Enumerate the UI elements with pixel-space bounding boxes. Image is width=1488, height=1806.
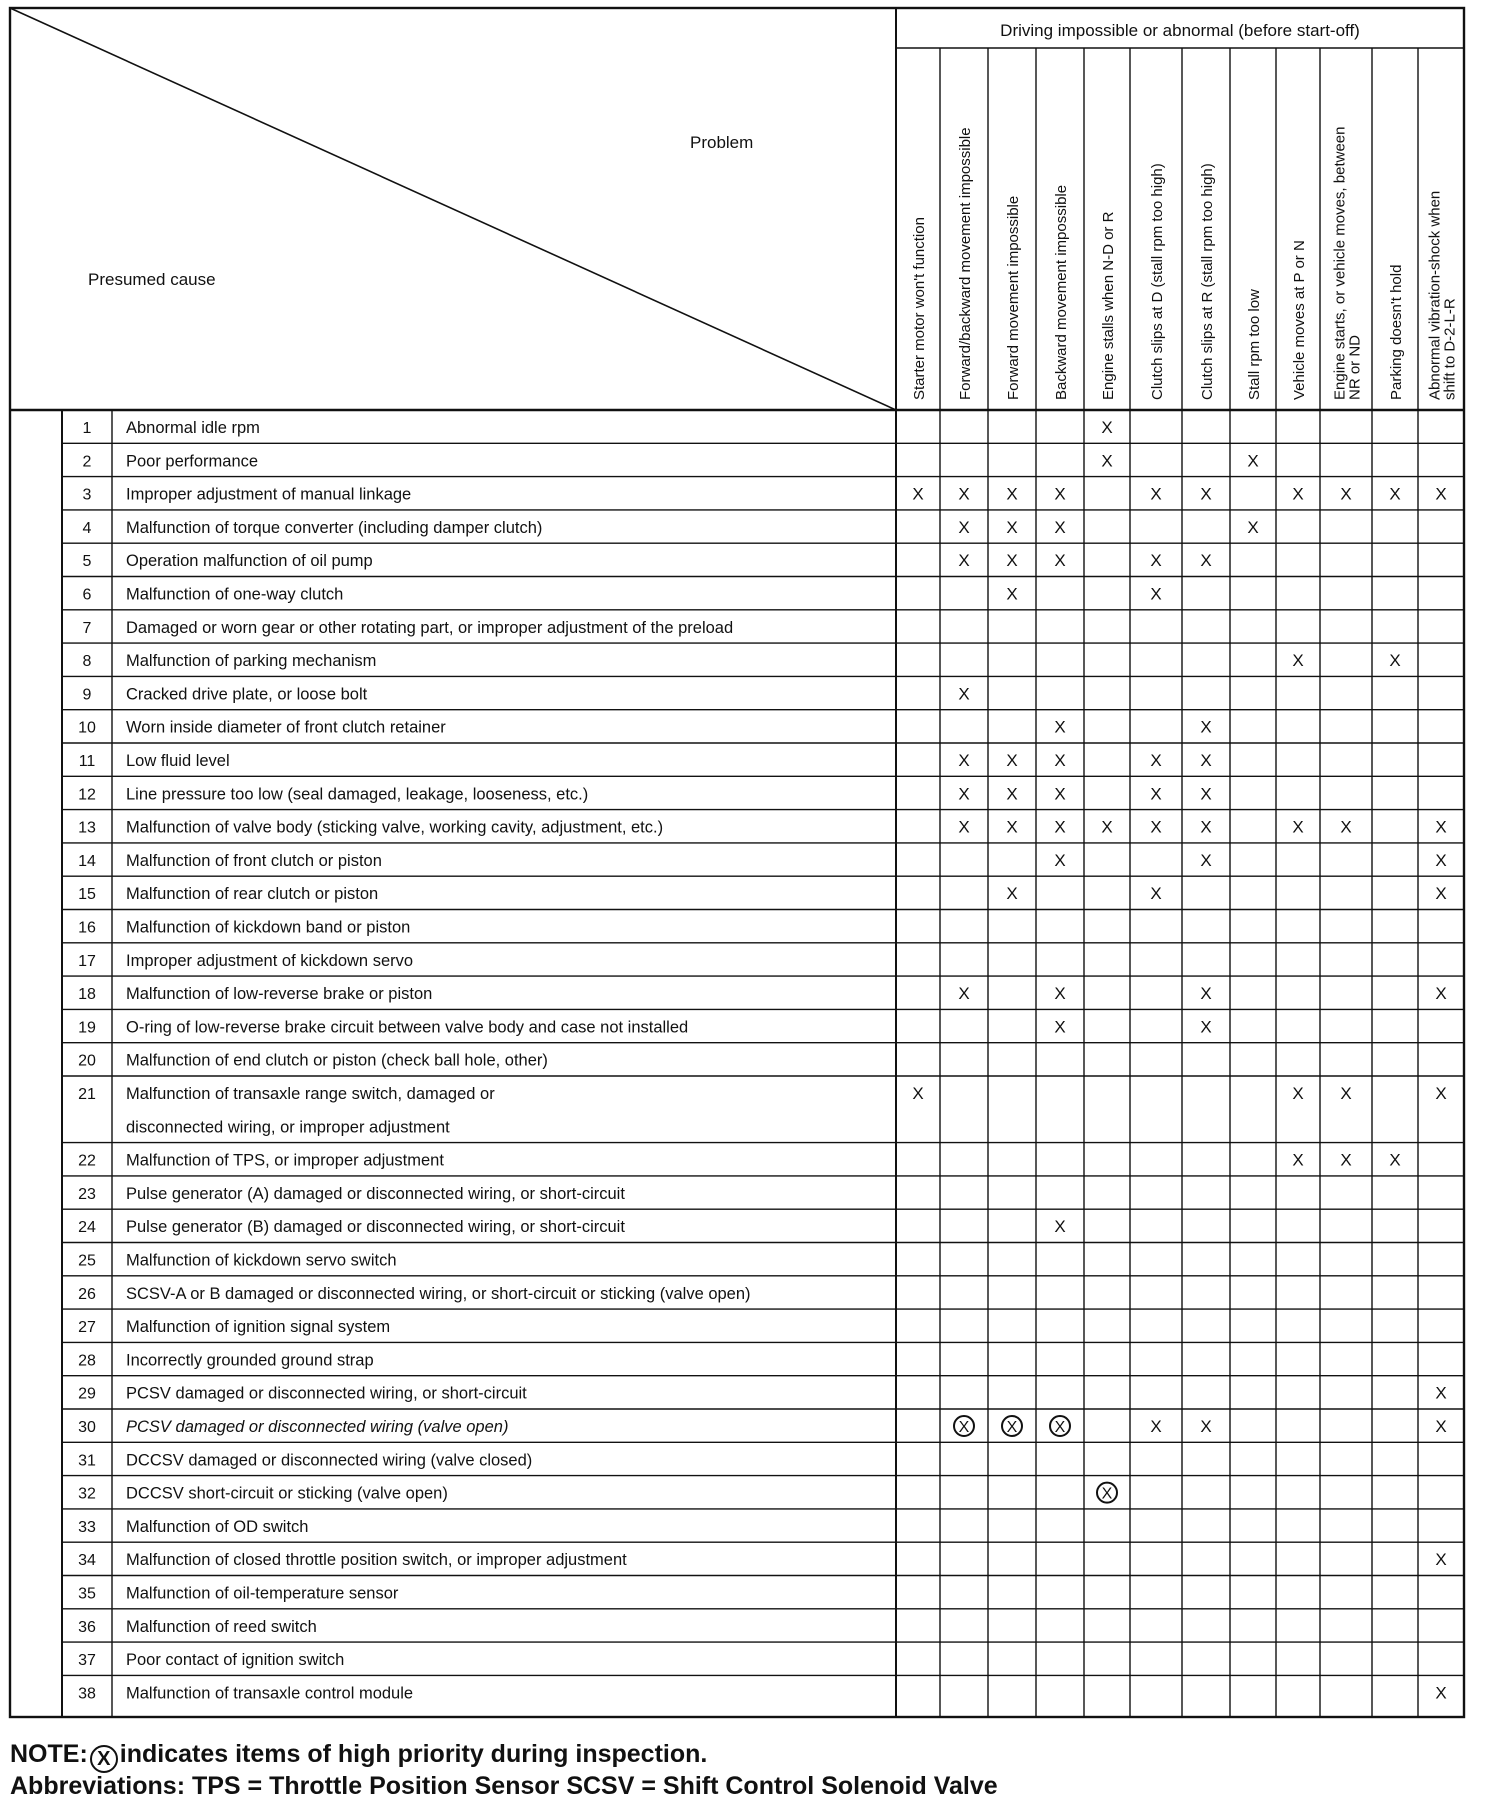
mark-x: X: [958, 484, 970, 504]
column-header-3: Forward movement impossible: [1005, 195, 1022, 400]
mark-x: X: [1101, 451, 1113, 471]
mark-x: X: [1435, 984, 1447, 1004]
mark-x: X: [1292, 484, 1304, 504]
row-number: 19: [78, 1019, 96, 1037]
row-number: 27: [78, 1319, 96, 1337]
priority-mark-symbol: X: [958, 1419, 970, 1436]
row-number: 17: [78, 952, 96, 970]
row-cause: Malfunction of oil-temperature sensor: [126, 1584, 399, 1603]
row-number: 35: [78, 1585, 96, 1603]
row-number: 18: [78, 986, 96, 1004]
row-number: 5: [82, 553, 92, 571]
mark-x: X: [1200, 850, 1212, 870]
mark-x: X: [1435, 817, 1447, 837]
row-number: 31: [78, 1452, 96, 1470]
mark-x: X: [1292, 1150, 1304, 1170]
mark-x: X: [1200, 817, 1212, 837]
mark-x: X: [1006, 784, 1018, 804]
column-header-1: Starter motor won't function: [911, 217, 928, 400]
note-prefix: NOTE:: [10, 1740, 88, 1768]
row-cause: DCCSV damaged or disconnected wiring (valve closed): [126, 1451, 533, 1470]
row-number: 16: [78, 919, 96, 937]
row-cause: PCSV damaged or disconnected wiring (valve open): [126, 1418, 509, 1436]
mark-x: X: [1435, 1417, 1447, 1436]
mark-x: X: [1435, 1084, 1447, 1103]
mark-x: X: [1150, 551, 1162, 571]
mark-x: X: [958, 817, 970, 837]
row-number: 20: [78, 1052, 96, 1070]
row-cause: Abnormal idle rpm: [126, 419, 260, 437]
row-cause: Malfunction of low-reverse brake or piston: [126, 985, 433, 1004]
mark-x: X: [1435, 1550, 1447, 1570]
group-title: Driving impossible or abnormal (before start-off): [1000, 21, 1360, 40]
mark-x: X: [1200, 484, 1212, 504]
column-header-8: Stall rpm too low: [1246, 289, 1263, 400]
mark-x: X: [1150, 784, 1162, 804]
mark-x: X: [912, 484, 924, 504]
row-number: 8: [82, 653, 92, 671]
mark-x: X: [1150, 584, 1162, 604]
mark-x: X: [1054, 551, 1066, 571]
priority-mark-symbol: X: [1101, 1485, 1113, 1503]
priority-note: [10, 1740, 707, 1773]
mark-x: X: [1292, 817, 1304, 837]
row-cause: Malfunction of reed switch: [126, 1617, 317, 1636]
mark-x: X: [1435, 1383, 1447, 1403]
priority-mark-symbol: X: [1054, 1419, 1066, 1436]
mark-x: X: [1340, 1150, 1352, 1170]
row-number: 23: [78, 1185, 96, 1203]
column-header-6: Clutch slips at D (stall rpm too high): [1149, 163, 1166, 400]
mark-x: X: [1389, 484, 1401, 504]
mark-x: X: [1200, 1017, 1212, 1037]
mark-x: X: [1006, 751, 1018, 770]
row-cause: Malfunction of rear clutch or piston: [126, 885, 379, 904]
mark-x: X: [1200, 751, 1212, 770]
mark-x: X: [1054, 717, 1066, 737]
note-text: indicates items of high priority during inspection.: [119, 1740, 708, 1768]
row-number: 30: [78, 1419, 96, 1436]
row-cause: Malfunction of front clutch or piston: [126, 851, 382, 870]
mark-x: X: [1435, 884, 1447, 904]
mark-x: X: [958, 751, 970, 770]
row-number: 4: [82, 519, 92, 537]
row-number: 14: [78, 852, 96, 870]
cause-label: Presumed cause: [88, 270, 216, 289]
mark-x: X: [1200, 1417, 1212, 1436]
mark-x: X: [1247, 517, 1259, 537]
column-header-10: Engine starts, or vehicle moves, between: [1331, 126, 1349, 400]
row-number: 15: [78, 886, 96, 904]
row-cause: Malfunction of kickdown servo switch: [126, 1251, 397, 1270]
row-number: 13: [78, 819, 96, 837]
mark-x: X: [1054, 484, 1066, 504]
row-cause: Malfunction of one-way clutch: [126, 585, 344, 604]
mark-x: X: [1292, 651, 1304, 671]
row-number: 33: [78, 1518, 96, 1536]
mark-x: X: [1006, 551, 1018, 571]
mark-x: X: [1435, 1683, 1447, 1703]
column-header-4: Backward movement impossible: [1053, 184, 1070, 400]
row-cause: Malfunction of end clutch or piston (check ball hole, other): [126, 1051, 548, 1070]
mark-x: X: [1054, 817, 1066, 837]
column-header-12: Abnormal vibration-shock when: [1426, 190, 1444, 400]
abbreviations-note: Abbreviations: TPS = Throttle Position Sensor SCSV = Shift Control Solenoid Valve: [10, 1772, 998, 1800]
mark-x: X: [1054, 784, 1066, 804]
column-header-9: Vehicle moves at P or N: [1291, 240, 1308, 400]
mark-x: X: [1006, 584, 1018, 604]
row-cause: Malfunction of closed throttle position switch, or improper adjustment: [126, 1551, 627, 1570]
row-cause: Malfunction of transaxle range switch, damaged or: [126, 1085, 495, 1103]
mark-x: X: [1340, 817, 1352, 837]
mark-x: X: [1150, 817, 1162, 837]
row-number: 1: [82, 420, 92, 437]
mark-x: X: [1006, 517, 1018, 537]
mark-x: X: [1200, 984, 1212, 1004]
row-cause: Malfunction of parking mechanism: [126, 652, 377, 671]
mark-x: X: [1435, 484, 1447, 504]
row-number: 21: [78, 1086, 96, 1103]
row-number: 11: [78, 753, 96, 770]
row-cause: Low fluid level: [126, 752, 230, 770]
row-cause: Pulse generator (A) damaged or disconnected wiring, or short-circuit: [126, 1184, 625, 1203]
row-cause: Operation malfunction of oil pump: [126, 552, 373, 571]
row-cause: DCCSV short-circuit or sticking (valve open): [126, 1484, 448, 1503]
row-number: 3: [82, 486, 92, 504]
priority-circle-x-icon: X: [90, 1745, 118, 1773]
mark-x: X: [1247, 451, 1259, 471]
header-diagonal: [10, 8, 896, 410]
mark-x: X: [1006, 484, 1018, 504]
problem-label: Problem: [690, 133, 754, 152]
mark-x: X: [1054, 517, 1066, 537]
row-number: 34: [78, 1552, 96, 1570]
row-number: 10: [78, 719, 96, 737]
mark-x: X: [1006, 884, 1018, 904]
mark-x: X: [1006, 817, 1018, 837]
row-number: 7: [82, 619, 92, 637]
row-cause: PCSV damaged or disconnected wiring, or short-circuit: [126, 1384, 527, 1403]
mark-x: X: [1389, 1150, 1401, 1170]
mark-x: X: [1340, 1084, 1352, 1103]
row-cause: Pulse generator (B) damaged or disconnected wiring, or short-circuit: [126, 1218, 625, 1237]
mark-x: X: [1200, 551, 1212, 571]
mark-x: X: [1150, 484, 1162, 504]
row-number: 37: [78, 1652, 96, 1670]
mark-x: X: [1054, 1017, 1066, 1037]
mark-x: X: [1389, 651, 1401, 671]
row-cause: Malfunction of transaxle control module: [126, 1684, 414, 1703]
row-number: 9: [82, 686, 92, 704]
row-number: 38: [78, 1685, 96, 1703]
row-number: 6: [82, 586, 92, 604]
mark-x: X: [958, 684, 970, 704]
mark-x: X: [1150, 884, 1162, 904]
column-header-10: NR or ND: [1346, 334, 1364, 400]
row-cause: O-ring of low-reverse brake circuit between valve body and case not installed: [126, 1018, 689, 1037]
row-number: 12: [78, 786, 96, 804]
mark-x: X: [958, 551, 970, 571]
row-number: 29: [78, 1385, 96, 1403]
row-cause: Cracked drive plate, or loose bolt: [126, 685, 368, 704]
row-cause: Line pressure too low (seal damaged, leakage, looseness, etc.): [126, 785, 589, 804]
mark-x: X: [912, 1084, 924, 1103]
mark-x: X: [1054, 751, 1066, 770]
row-number: 24: [78, 1219, 96, 1237]
mark-x: X: [1292, 1084, 1304, 1103]
priority-mark-symbol: X: [1006, 1419, 1018, 1436]
row-number: 28: [78, 1352, 96, 1370]
row-cause: Malfunction of TPS, or improper adjustment: [126, 1151, 444, 1170]
row-cause: Malfunction of ignition signal system: [126, 1318, 391, 1337]
row-cause: Improper adjustment of manual linkage: [126, 485, 412, 504]
row-number: 22: [78, 1152, 96, 1170]
mark-x: X: [1340, 484, 1352, 504]
column-header-12: shift to D-2-L-R: [1441, 298, 1459, 400]
row-cause: Damaged or worn gear or other rotating part, or improper adjustment of the preload: [126, 618, 734, 637]
mark-x: X: [1101, 817, 1113, 837]
row-number: 2: [82, 453, 92, 471]
mark-x: X: [1054, 984, 1066, 1004]
mark-x: X: [1101, 418, 1113, 437]
row-cause: Poor contact of ignition switch: [126, 1651, 345, 1670]
mark-x: X: [1054, 1217, 1066, 1237]
row-cause: Worn inside diameter of front clutch retainer: [126, 718, 446, 737]
row-cause: Poor performance: [126, 452, 259, 471]
column-header-5: Engine stalls when N-D or R: [1100, 211, 1117, 400]
row-number: 32: [78, 1485, 96, 1503]
mark-x: X: [1150, 751, 1162, 770]
mark-x: X: [1200, 717, 1212, 737]
column-header-7: Clutch slips at R (stall rpm too high): [1199, 163, 1216, 400]
mark-x: X: [958, 984, 970, 1004]
row-cause: Malfunction of kickdown band or piston: [126, 918, 411, 937]
mark-x: X: [958, 517, 970, 537]
mark-x: X: [1200, 784, 1212, 804]
row-number: 26: [78, 1285, 96, 1303]
row-cause: Malfunction of valve body (sticking valve, working cavity, adjustment, etc.): [126, 818, 664, 837]
mark-x: X: [1054, 850, 1066, 870]
row-cause: Incorrectly grounded ground strap: [126, 1351, 374, 1370]
mark-x: X: [958, 784, 970, 804]
row-number: 36: [78, 1618, 96, 1636]
row-cause: SCSV-A or B damaged or disconnected wiring, or short-circuit or sticking (valve open): [126, 1284, 751, 1303]
row-number: 25: [78, 1252, 96, 1270]
row-cause: disconnected wiring, or improper adjustment: [126, 1118, 450, 1137]
row-cause: Malfunction of OD switch: [126, 1517, 309, 1536]
column-header-11: Parking doesn't hold: [1388, 264, 1405, 400]
mark-x: X: [1435, 850, 1447, 870]
mark-x: X: [1150, 1417, 1162, 1436]
row-cause: Malfunction of torque converter (including damper clutch): [126, 518, 543, 537]
row-cause: Improper adjustment of kickdown servo: [126, 951, 414, 970]
column-header-2: Forward/backward movement impossible: [957, 127, 974, 400]
